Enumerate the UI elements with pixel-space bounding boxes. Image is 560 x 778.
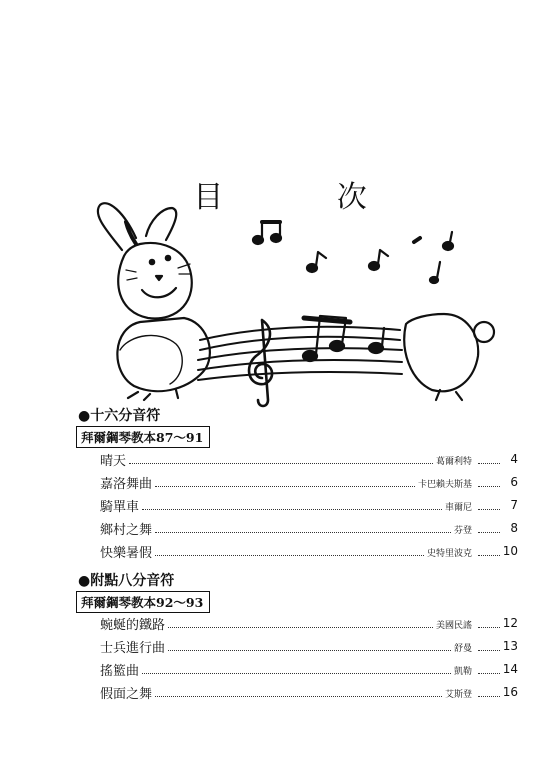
entry-title: 假面之舞 (100, 686, 153, 702)
entry-title: 嘉洛舞曲 (100, 476, 153, 492)
entry-page: 12 (502, 616, 518, 630)
section-heading: ●附點八分音符 (78, 573, 175, 589)
entry-title: 鄉村之舞 (100, 522, 153, 538)
rabbit-left-ear (98, 203, 136, 250)
rabbit-right-ear (146, 208, 176, 240)
entry-composer: 史特里波克 (426, 548, 472, 559)
entry-title: 搖籃曲 (100, 663, 140, 679)
entry-title: 快樂暑假 (100, 545, 153, 561)
entry-page: 7 (510, 498, 518, 512)
rabbit-body-back (404, 314, 478, 391)
book-label: 拜爾鋼琴教本87～91 (76, 426, 210, 448)
toc-entry[interactable] (100, 637, 518, 655)
entry-composer: 美國民謠 (435, 620, 472, 631)
entry-title: 騎單車 (100, 499, 140, 515)
entry-composer: 凱勒 (453, 666, 472, 677)
toc-entry[interactable] (100, 614, 518, 632)
toc-entry[interactable] (100, 473, 518, 491)
toc-entry[interactable] (100, 496, 518, 514)
entry-composer: 芬登 (453, 525, 472, 536)
toc-entry[interactable] (100, 683, 518, 701)
entry-title: 士兵進行曲 (100, 640, 166, 656)
entry-page: 4 (510, 452, 518, 466)
toc-entry[interactable] (100, 542, 518, 560)
toc-entry[interactable] (100, 660, 518, 678)
book-label: 拜爾鋼琴教本92～93 (76, 591, 210, 613)
entry-page: 14 (502, 662, 518, 676)
entry-page: 6 (510, 475, 518, 489)
rabbit-head (118, 243, 192, 318)
entry-page: 16 (502, 685, 518, 699)
entry-composer: 卡巴賴夫斯基 (417, 479, 472, 490)
entry-title: 蜿蜒的鐵路 (100, 617, 166, 633)
toc-entry[interactable] (100, 519, 518, 537)
entry-composer: 舒曼 (453, 643, 472, 654)
music-staff (198, 327, 402, 380)
entry-page: 10 (502, 544, 518, 558)
page-title: 目 次 (193, 180, 419, 215)
entry-page: 13 (502, 639, 518, 653)
entry-composer: 車爾尼 (444, 502, 472, 513)
entry-page: 8 (510, 521, 518, 535)
entry-composer: 葛爾利特 (435, 456, 472, 467)
entry-composer: 艾斯登 (444, 689, 472, 700)
toc-entry[interactable] (100, 450, 518, 468)
rabbit-body-front (117, 318, 210, 391)
entry-title: 晴天 (100, 453, 127, 469)
section-heading: ●十六分音符 (78, 408, 161, 424)
